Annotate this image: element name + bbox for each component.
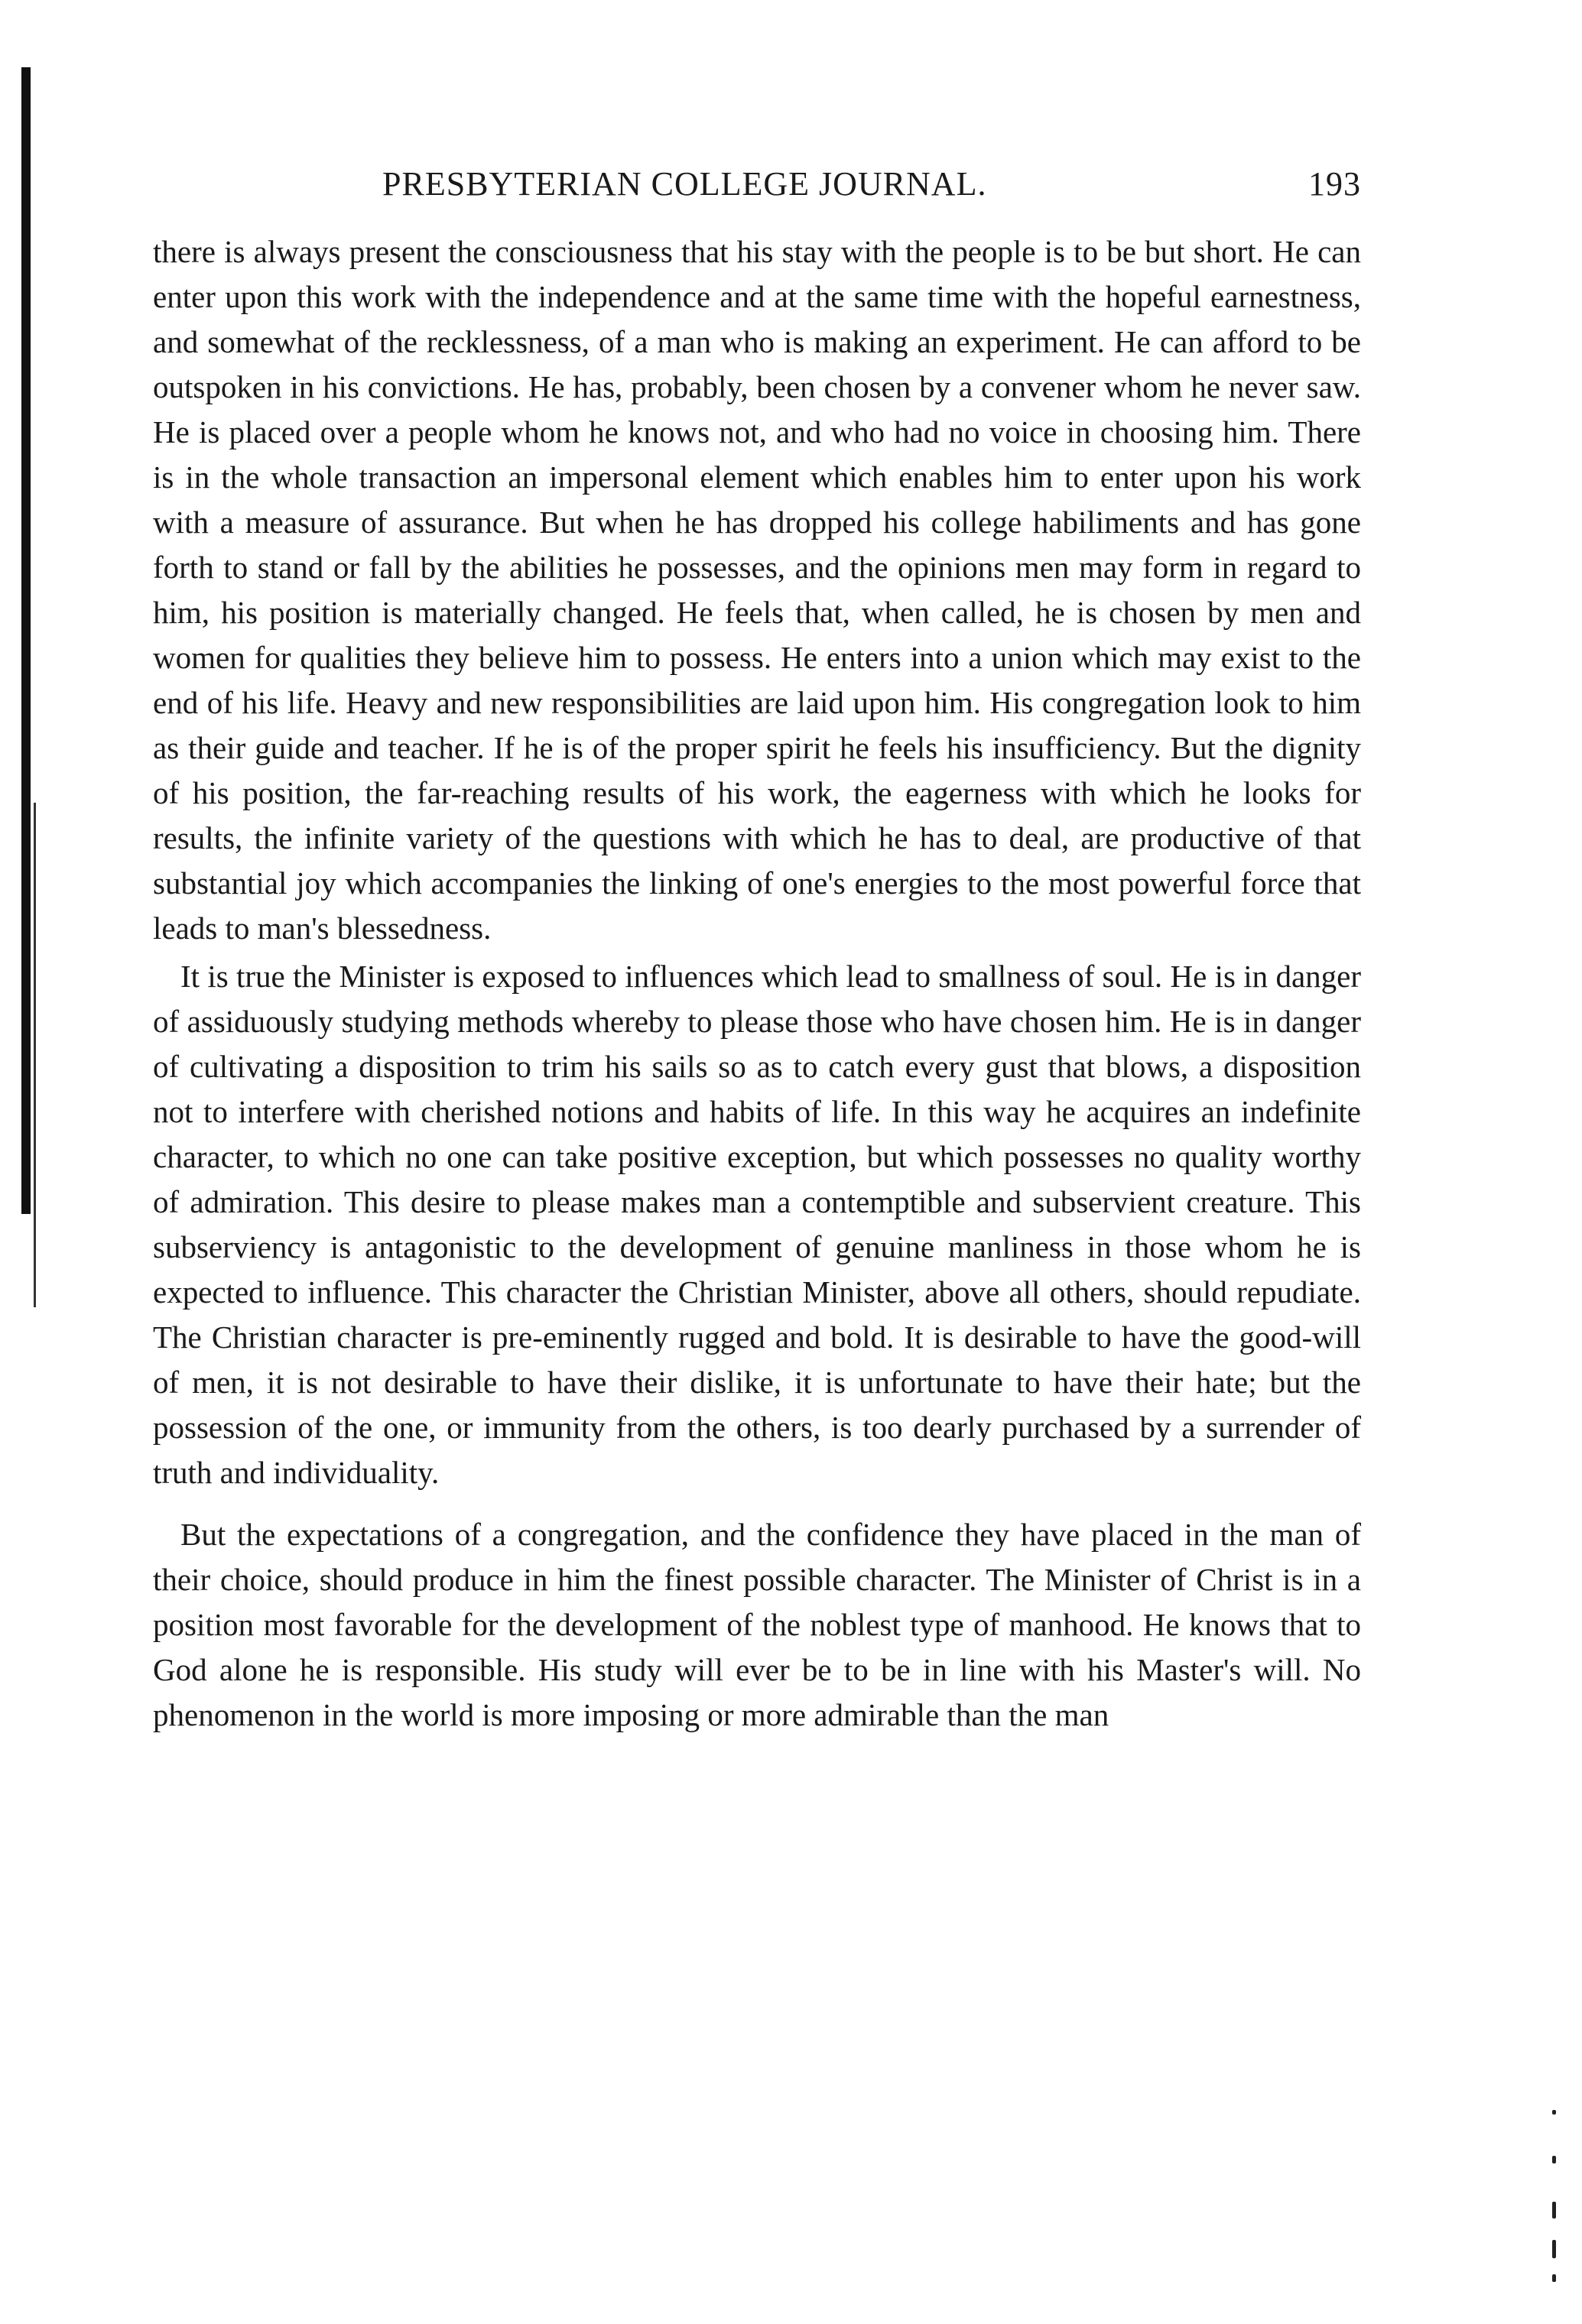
binding-edge-mark bbox=[21, 67, 31, 1214]
paragraph-congregation-expectations: But the expectations of a congregation, and the confidence they have placed in the man of their choice, should produce in him the finest possible character. The Minister of Christ is in a position most favorable for the development of the noblest type of manhood. He knows that to God alone he is responsible. His study will ever be to be in line with his Master's will. No phenomenon in the world is more imposing or more admirable than the man bbox=[153, 1517, 1361, 1732]
running-head bbox=[153, 164, 1361, 210]
page-number: 193 bbox=[1308, 165, 1361, 203]
edge-specks bbox=[1552, 2110, 1558, 2286]
paragraph-minister-influences: It is true the Minister is exposed to influences which lead to smallness of soul. He is in danger of assiduously studying methods whereby to please those who have chosen him. He is in danger of cultivating a disposition to trim his sails so as to catch every gust that blows, a disposition not to interfere with cherished notions and habits of life. In this way he acquires an indefinite character, to which no one can take positive exception, but which possesses no quality worthy of admiration. This desire to please makes man a contemptible and subservient creature. This subserviency is antagonistic to the development of genuine manliness in those whom he is expected to influence. This character the Christian Minister, above all others, should repudiate. The Christian character is pre-eminently rugged and bold. It is desirable to have the good-will of men, it is not desirable to have their dislike, it is unfortunate to have their hate; but the possession of the one, or immunity from the others, is too dearly purchased by a surrender of truth and individuality. bbox=[153, 959, 1361, 1490]
paragraph-continued: there is always present the consciousness that his stay with the people is to be but short. He can enter upon this work with the independence and at the same time with the hopeful earnestness, and somewhat of the recklessness, of a man who is making an experiment. He can afford to be outspoken in his convictions. He has, probably, been chosen by a convener whom he never saw. He is placed over a people whom he knows not, and who had no voice in choosing him. There is in the whole transaction an impersonal element which enables him to enter upon his work with a measure of assurance. But when he has dropped his college habiliments and has gone forth to stand or fall by the abilities he possesses, and the opinions men may form in regard to him, his position is materially changed. He feels that, when called, he is chosen by men and women for qualities they believe him to possess. He enters into a union which may exist to the end of his life. Heavy and new responsibilities are laid upon him. His congregation look to him as their guide and teacher. If he is of the proper spirit he feels his insufficiency. But the dignity of his position, the far-reaching results of his work, the eagerness with which he looks for results, the infinite variety of the questions with which he has to deal, are productive of that substantial joy which accompanies the linking of one's energies to the most powerful force that leads to man's blessedness. bbox=[153, 234, 1361, 946]
journal-title: PRESBYTERIAN COLLEGE JOURNAL. bbox=[382, 165, 987, 203]
binding-edge-line bbox=[34, 803, 36, 1307]
body-text bbox=[153, 229, 1361, 1738]
